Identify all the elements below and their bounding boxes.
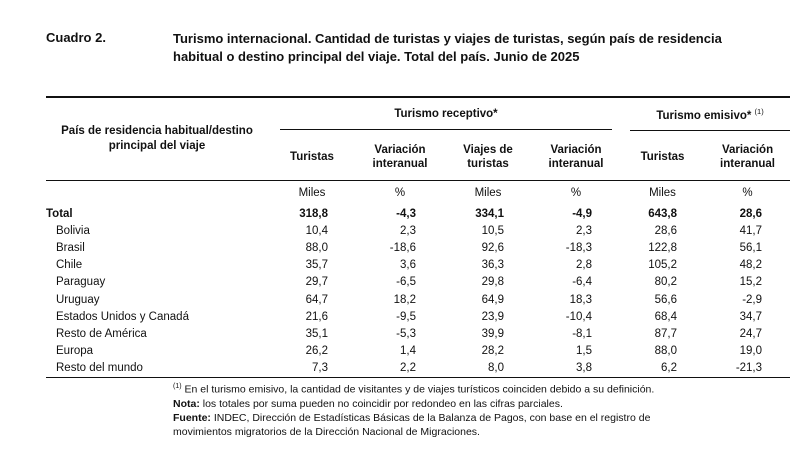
value-cell: 643,8 xyxy=(648,207,678,220)
unit-cell: Miles xyxy=(649,187,676,199)
value-cell: -6,4 xyxy=(572,276,593,289)
footnote-fuente: Fuente: INDEC, Dirección de Estadísticas Básicas de la Balanza de Pagos, con base en el registro de xyxy=(173,411,651,424)
footnote-nota: Nota: los totales por suma pueden no coincidir por redondeo en las cifras parciales. xyxy=(173,397,563,410)
value-cell: 39,9 xyxy=(481,327,504,340)
table-number: Cuadro 2. xyxy=(46,30,106,45)
value-cell: 19,0 xyxy=(739,345,763,358)
unit-cell: Miles xyxy=(474,187,502,199)
value-cell: 8,0 xyxy=(444,360,532,378)
value-cell: -18,3 xyxy=(565,241,593,254)
table-row xyxy=(46,239,790,256)
header-receptivo-label: Turismo receptivo* xyxy=(280,102,612,130)
row-label: Paraguay xyxy=(56,276,106,289)
total-row xyxy=(46,205,790,222)
row-label: Uruguay xyxy=(56,293,100,306)
value-cell: 6,2 xyxy=(620,360,705,378)
value-cell: 2,3 xyxy=(400,224,416,237)
col-variacion-emisivo: Variación interanual xyxy=(705,134,790,181)
footnote-fuente-cont: movimientos migratorios de la Dirección Nacional de Migraciones. xyxy=(173,425,480,438)
value-cell: 56,6 xyxy=(654,293,678,306)
value-cell: -10,4 xyxy=(565,310,593,323)
value-cell: 2,2 xyxy=(356,360,444,378)
row-label: Bolivia xyxy=(56,224,90,237)
value-cell: -4,3 xyxy=(396,207,416,220)
value-cell: 87,7 xyxy=(654,327,678,340)
table-row xyxy=(46,257,790,274)
footnote-1: $^{(1)}$ En el turismo emisivo, la cantidad de visitantes y de viajes turísticos coinciden debido a su definición. xyxy=(173,383,655,396)
header-emisivo xyxy=(620,97,790,134)
header-country xyxy=(46,97,268,181)
col-turistas-receptivo: Turistas xyxy=(268,134,356,181)
value-cell: 3,6 xyxy=(400,259,416,272)
row-label: Chile xyxy=(56,259,83,272)
row-label: Resto de América xyxy=(56,327,147,340)
value-cell: 3,8 xyxy=(532,360,620,378)
value-cell: 10,4 xyxy=(305,224,328,237)
value-cell: 2,8 xyxy=(576,259,593,272)
unit-cell: % xyxy=(394,187,406,199)
footnotes xyxy=(173,380,753,439)
col-viajes-receptivo: Viajes de turistas xyxy=(444,134,532,181)
value-cell: 35,1 xyxy=(305,327,328,340)
value-cell: 92,6 xyxy=(481,241,504,254)
value-cell: 23,9 xyxy=(481,310,504,323)
value-cell: -6,5 xyxy=(396,276,416,289)
data-rows xyxy=(46,205,790,377)
value-cell: 21,6 xyxy=(305,310,328,323)
value-cell: 36,3 xyxy=(481,259,504,272)
table-title-line2: habitual o destino principal del viaje. Total del país. Junio de 2025 xyxy=(173,49,580,64)
value-cell: 34,7 xyxy=(739,310,763,323)
value-cell: -18,6 xyxy=(389,241,416,254)
value-cell: 48,2 xyxy=(739,259,763,272)
value-cell: 122,8 xyxy=(648,241,678,254)
value-cell: 88,0 xyxy=(654,345,678,358)
value-cell: 105,2 xyxy=(648,259,678,272)
table-title-line1: Turismo internacional. Cantidad de turistas y viajes de turistas, según país de residencia xyxy=(173,31,722,46)
unit-cell: % xyxy=(742,187,753,199)
tourism-table xyxy=(46,96,790,378)
value-cell: -21,3 xyxy=(705,360,790,378)
value-cell: -8,1 xyxy=(572,327,593,340)
unit-cell: Miles xyxy=(298,187,326,199)
table-title xyxy=(173,30,733,66)
value-cell: 28,2 xyxy=(481,345,504,358)
header-country-line1: País de residencia habitual/destino xyxy=(61,125,253,137)
value-cell: 1,4 xyxy=(400,345,416,358)
value-cell: 28,6 xyxy=(739,207,763,220)
value-cell: 29,8 xyxy=(481,276,504,289)
value-cell: 7,3 xyxy=(268,360,356,378)
value-cell: -9,5 xyxy=(396,310,416,323)
row-label: Resto del mundo xyxy=(46,360,268,378)
col-variacion-viajes-receptivo: Variación interanual xyxy=(532,134,620,181)
header-receptivo xyxy=(268,97,620,134)
value-cell: 35,7 xyxy=(305,259,328,272)
value-cell: 10,5 xyxy=(481,224,504,237)
table-row xyxy=(46,274,790,291)
table-row xyxy=(46,222,790,239)
value-cell: 26,2 xyxy=(305,345,328,358)
value-cell: 68,4 xyxy=(654,310,678,323)
table-row xyxy=(46,325,790,342)
value-cell: 24,7 xyxy=(739,327,763,340)
value-cell: 64,7 xyxy=(305,293,328,306)
row-label: Brasil xyxy=(56,241,85,254)
value-cell: 64,9 xyxy=(481,293,504,306)
value-cell: 80,2 xyxy=(654,276,678,289)
value-cell: 18,3 xyxy=(569,293,593,306)
value-cell: -4,9 xyxy=(572,207,593,220)
value-cell: 1,5 xyxy=(576,345,593,358)
table-row xyxy=(46,343,790,360)
table-row xyxy=(46,291,790,308)
value-cell: 15,2 xyxy=(739,276,763,289)
value-cell: -2,9 xyxy=(742,293,763,306)
row-label: Total xyxy=(46,207,73,220)
value-cell: 56,1 xyxy=(739,241,763,254)
col-variacion-turistas-receptivo: Variación interanual xyxy=(356,134,444,181)
header-emisivo-label: Turismo emisivo* $^{(1)}$ xyxy=(630,101,790,132)
value-cell: 29,7 xyxy=(305,276,328,289)
row-label: Estados Unidos y Canadá xyxy=(56,310,189,323)
value-cell: 88,0 xyxy=(305,241,328,254)
table-row xyxy=(46,360,790,378)
table-row xyxy=(46,308,790,325)
value-cell: 334,1 xyxy=(475,207,504,220)
value-cell: -5,3 xyxy=(396,327,416,340)
value-cell: 18,2 xyxy=(393,293,416,306)
header-country-line2: principal del viaje xyxy=(108,140,206,152)
col-turistas-emisivo: Turistas xyxy=(620,134,705,181)
row-label: Europa xyxy=(56,345,94,358)
value-cell: 318,8 xyxy=(299,207,328,220)
value-cell: 2,3 xyxy=(576,224,593,237)
value-cell: 41,7 xyxy=(739,224,763,237)
units-row xyxy=(46,181,790,206)
value-cell: 28,6 xyxy=(654,224,678,237)
unit-cell: % xyxy=(570,187,582,199)
